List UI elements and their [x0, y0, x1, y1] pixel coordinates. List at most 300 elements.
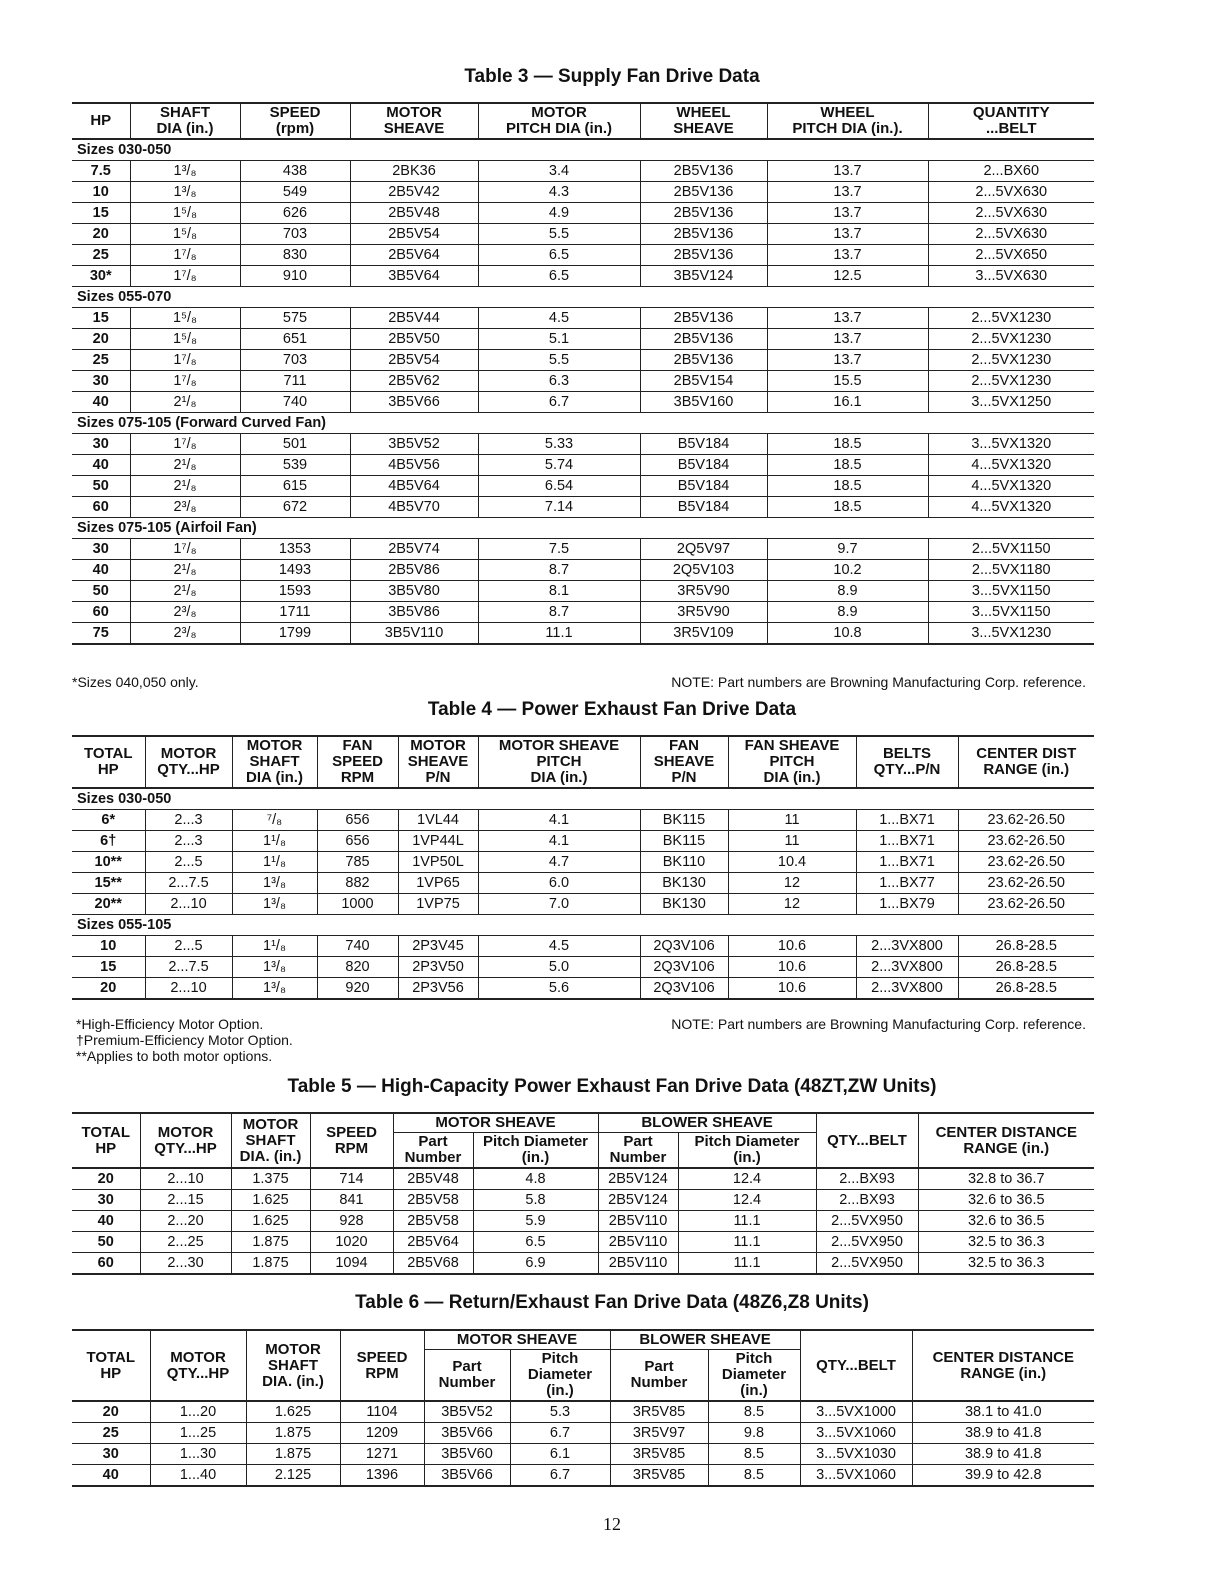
- table-cell: 5.5: [478, 224, 640, 245]
- table-row: [72, 623, 1094, 645]
- table-cell: 26.8-28.5: [958, 936, 1094, 957]
- table-cell: 3R5V90: [640, 581, 767, 602]
- table-cell: 6.5: [478, 266, 640, 287]
- table-cell: 25: [72, 245, 130, 266]
- power-exhaust-fan-drive-table: [72, 735, 1094, 1000]
- table-cell: 4.1: [478, 810, 640, 831]
- table-row: [72, 329, 1094, 350]
- table-cell: 2...BX93: [816, 1168, 918, 1190]
- table-cell: 2...3: [145, 810, 232, 831]
- column-header: MOTOR SHEAVE P/N: [398, 736, 478, 788]
- table-cell: 2B5V58: [393, 1190, 473, 1211]
- table-cell: 13.7: [767, 350, 928, 371]
- table-cell: 714: [310, 1168, 393, 1190]
- table-cell: 12.4: [678, 1190, 816, 1211]
- table-cell: 549: [240, 182, 350, 203]
- table-cell: 1VP65: [398, 873, 478, 894]
- table-cell: 6.1: [510, 1444, 610, 1465]
- table-cell: 2B5V154: [640, 371, 767, 392]
- column-header: QTY...BELT: [816, 1113, 918, 1168]
- table-cell: 1...20: [150, 1401, 246, 1423]
- column-group-header: MOTOR SHEAVE: [424, 1330, 610, 1350]
- table-cell: 626: [240, 203, 350, 224]
- table-cell: 16.1: [767, 392, 928, 413]
- table-cell: 75: [72, 623, 130, 645]
- column-header: Part Number: [424, 1350, 510, 1402]
- table-cell: 703: [240, 350, 350, 371]
- table-cell: 1...25: [150, 1423, 246, 1444]
- column-header: MOTOR QTY...HP: [145, 736, 232, 788]
- column-header: CENTER DISTANCE RANGE (in.): [918, 1113, 1094, 1168]
- table-cell: 7.5: [478, 539, 640, 560]
- table-cell: 3B5V66: [424, 1465, 510, 1487]
- table-cell: 3B5V52: [350, 434, 478, 455]
- table-cell: 3B5V52: [424, 1401, 510, 1423]
- table-cell: 2¹/₈: [130, 560, 240, 581]
- table-cell: 2B5V58: [393, 1211, 473, 1232]
- table-cell: 40: [72, 560, 130, 581]
- table-cell: 40: [72, 1465, 150, 1487]
- table-cell: 8.7: [478, 560, 640, 581]
- table-cell: 8.7: [478, 602, 640, 623]
- table-cell: 30: [72, 1190, 140, 1211]
- table-cell: 20: [72, 1401, 150, 1423]
- table-cell: 3R5V85: [610, 1465, 708, 1487]
- table-cell: 26.8-28.5: [958, 978, 1094, 1000]
- table-row: [72, 1253, 1094, 1275]
- section-label: Sizes 030-050: [72, 139, 1094, 161]
- table-cell: 1.375: [231, 1168, 310, 1190]
- table-cell: 9.8: [708, 1423, 800, 1444]
- table-cell: 1¹/₈: [232, 852, 317, 873]
- table-cell: 32.8 to 36.7: [918, 1168, 1094, 1190]
- column-header: Pitch Diameter (in.): [708, 1350, 800, 1402]
- table-cell: 5.3: [510, 1401, 610, 1423]
- table-cell: 7.14: [478, 497, 640, 518]
- table-cell: 50: [72, 1232, 140, 1253]
- table-cell: 11.1: [678, 1232, 816, 1253]
- column-header: CENTER DISTANCE RANGE (in.): [912, 1330, 1094, 1401]
- table-cell: 1...BX71: [856, 831, 958, 852]
- section-label: Sizes 030-050: [72, 788, 1094, 810]
- table-cell: 1396: [340, 1465, 424, 1487]
- table-row: [72, 1444, 1094, 1465]
- table-row: [72, 894, 1094, 915]
- table-cell: 2B5V136: [640, 245, 767, 266]
- table-cell: 26.8-28.5: [958, 957, 1094, 978]
- table-cell: 2Q3V106: [640, 957, 728, 978]
- table-row: [72, 161, 1094, 182]
- table-cell: 4B5V64: [350, 476, 478, 497]
- section-label: Sizes 075-105 (Forward Curved Fan): [72, 413, 1094, 434]
- table-cell: 2.125: [246, 1465, 340, 1487]
- column-header: TOTAL HP: [72, 1113, 140, 1168]
- table-cell: 15: [72, 203, 130, 224]
- table-cell: 2...5VX650: [928, 245, 1094, 266]
- column-header: TOTAL HP: [72, 1330, 150, 1401]
- table-cell: 3...5VX1150: [928, 602, 1094, 623]
- column-header: Part Number: [393, 1133, 473, 1169]
- column-header: HP: [72, 103, 130, 139]
- table-row: [72, 308, 1094, 329]
- table-cell: 1094: [310, 1253, 393, 1275]
- table-cell: 2...7.5: [145, 873, 232, 894]
- table-cell: 2...10: [145, 978, 232, 1000]
- table-cell: 2¹/₈: [130, 581, 240, 602]
- table-cell: 651: [240, 329, 350, 350]
- table-cell: 25: [72, 350, 130, 371]
- column-header: FAN SHEAVE P/N: [640, 736, 728, 788]
- column-group-header: BLOWER SHEAVE: [610, 1330, 800, 1350]
- table-cell: 60: [72, 602, 130, 623]
- table-cell: 50: [72, 476, 130, 497]
- table-cell: 13.7: [767, 329, 928, 350]
- table-cell: 1VP44L: [398, 831, 478, 852]
- column-header: SHAFT DIA (in.): [130, 103, 240, 139]
- table-cell: 13.7: [767, 203, 928, 224]
- table-cell: 12: [728, 873, 856, 894]
- table-cell: 1.625: [231, 1190, 310, 1211]
- table-row: [72, 203, 1094, 224]
- table-cell: 5.1: [478, 329, 640, 350]
- table-cell: 1271: [340, 1444, 424, 1465]
- table-cell: 1...BX77: [856, 873, 958, 894]
- table-row: [72, 476, 1094, 497]
- table-row: [72, 182, 1094, 203]
- table-cell: 1.875: [231, 1253, 310, 1275]
- table-cell: 11.1: [678, 1211, 816, 1232]
- table-cell: 18.5: [767, 476, 928, 497]
- table-row: [72, 831, 1094, 852]
- table-cell: 2...5VX1230: [928, 308, 1094, 329]
- table-cell: 25: [72, 1423, 150, 1444]
- table-cell: 2...3VX800: [856, 936, 958, 957]
- table-row: [72, 434, 1094, 455]
- table-cell: 8.5: [708, 1465, 800, 1487]
- table-cell: 1353: [240, 539, 350, 560]
- table-cell: 882: [317, 873, 398, 894]
- table-cell: ⁷/₈: [232, 810, 317, 831]
- table-row: [72, 852, 1094, 873]
- table-cell: 3B5V66: [424, 1423, 510, 1444]
- table-cell: 2B5V136: [640, 329, 767, 350]
- table-cell: 23.62-26.50: [958, 873, 1094, 894]
- table-cell: 8.5: [708, 1401, 800, 1423]
- table-row: [72, 1232, 1094, 1253]
- column-header: MOTOR SHAFT DIA. (in.): [231, 1113, 310, 1168]
- table-row: [72, 224, 1094, 245]
- table-cell: 501: [240, 434, 350, 455]
- table-cell: 2B5V136: [640, 182, 767, 203]
- column-group-header: BLOWER SHEAVE: [598, 1113, 816, 1133]
- table-cell: 910: [240, 266, 350, 287]
- table-cell: 60: [72, 1253, 140, 1275]
- table-4-note: NOTE: Part numbers are Browning Manufacturing Corp. reference.: [671, 1016, 1086, 1032]
- table-cell: 575: [240, 308, 350, 329]
- table-cell: 5.0: [478, 957, 640, 978]
- table-row: [72, 350, 1094, 371]
- table-row: [72, 497, 1094, 518]
- table-cell: 2...5VX950: [816, 1232, 918, 1253]
- table-cell: 30: [72, 539, 130, 560]
- section-row: [72, 287, 1094, 308]
- table-cell: 2B5V48: [350, 203, 478, 224]
- table-cell: 3B5V124: [640, 266, 767, 287]
- table-cell: 2B5V64: [350, 245, 478, 266]
- column-header: MOTOR PITCH DIA (in.): [478, 103, 640, 139]
- table-cell: 2B5V74: [350, 539, 478, 560]
- column-header: WHEEL SHEAVE: [640, 103, 767, 139]
- table-cell: 2...BX60: [928, 161, 1094, 182]
- table-cell: 15**: [72, 873, 145, 894]
- table-cell: 3B5V160: [640, 392, 767, 413]
- table-cell: 12.5: [767, 266, 928, 287]
- table-cell: 20: [72, 224, 130, 245]
- table-row: [72, 1423, 1094, 1444]
- page-number: 12: [603, 1514, 621, 1534]
- table-cell: 4...5VX1320: [928, 476, 1094, 497]
- table-cell: 1⁵/₈: [130, 224, 240, 245]
- table-cell: 1799: [240, 623, 350, 645]
- table-cell: 820: [317, 957, 398, 978]
- table-cell: 1³/₈: [130, 161, 240, 182]
- table-cell: 30*: [72, 266, 130, 287]
- table-cell: 1⁷/₈: [130, 350, 240, 371]
- table-row: [72, 810, 1094, 831]
- table-cell: 3...5VX1250: [928, 392, 1094, 413]
- table-cell: 3B5V80: [350, 581, 478, 602]
- table-cell: 3...5VX1230: [928, 623, 1094, 645]
- table-row: [72, 581, 1094, 602]
- table-cell: 60: [72, 497, 130, 518]
- column-header: MOTOR SHAFT DIA (in.): [232, 736, 317, 788]
- table-cell: 30: [72, 371, 130, 392]
- table-cell: 1⁵/₈: [130, 203, 240, 224]
- table-row: [72, 1211, 1094, 1232]
- table-cell: 920: [317, 978, 398, 1000]
- table-cell: 10.6: [728, 936, 856, 957]
- table-cell: 6.54: [478, 476, 640, 497]
- table-cell: 4.5: [478, 308, 640, 329]
- table-cell: 2³/₈: [130, 623, 240, 645]
- table-cell: 841: [310, 1190, 393, 1211]
- column-header: SPEED (rpm): [240, 103, 350, 139]
- table-cell: 1...BX71: [856, 810, 958, 831]
- table-cell: 2...10: [145, 894, 232, 915]
- table-cell: 3...5VX1030: [800, 1444, 912, 1465]
- table-cell: 3R5V109: [640, 623, 767, 645]
- table-cell: 1.875: [246, 1444, 340, 1465]
- table-cell: 8.5: [708, 1444, 800, 1465]
- table-cell: 23.62-26.50: [958, 894, 1094, 915]
- table-cell: 1¹/₈: [232, 936, 317, 957]
- table-cell: 4.5: [478, 936, 640, 957]
- table-cell: 3...5VX1150: [928, 581, 1094, 602]
- table-cell: 4.8: [473, 1168, 598, 1190]
- table-cell: 2B5V48: [393, 1168, 473, 1190]
- section-row: [72, 139, 1094, 161]
- table-cell: 1¹/₈: [232, 831, 317, 852]
- table-cell: 11.1: [678, 1253, 816, 1275]
- table-3-note: NOTE: Part numbers are Browning Manufacturing Corp. reference.: [671, 674, 1086, 690]
- section-row: [72, 788, 1094, 810]
- table-cell: 6.0: [478, 873, 640, 894]
- table-cell: B5V184: [640, 497, 767, 518]
- table-row: [72, 1190, 1094, 1211]
- column-header: CENTER DIST RANGE (in.): [958, 736, 1094, 788]
- section-row: [72, 915, 1094, 936]
- table-cell: 2...5VX950: [816, 1253, 918, 1275]
- table-cell: 4.9: [478, 203, 640, 224]
- table-cell: 2...5VX1230: [928, 371, 1094, 392]
- table-cell: 2...5: [145, 852, 232, 873]
- high-capacity-exhaust-fan-drive-table: [72, 1112, 1094, 1275]
- table-cell: 15: [72, 308, 130, 329]
- table-cell: 740: [240, 392, 350, 413]
- table-cell: B5V184: [640, 434, 767, 455]
- table-cell: 2¹/₈: [130, 392, 240, 413]
- table-cell: 3...5VX1060: [800, 1423, 912, 1444]
- table-cell: 1493: [240, 560, 350, 581]
- table-cell: 1⁵/₈: [130, 308, 240, 329]
- column-header: WHEEL PITCH DIA (in.).: [767, 103, 928, 139]
- table-cell: B5V184: [640, 476, 767, 497]
- table-cell: 3R5V85: [610, 1401, 708, 1423]
- table-cell: 6.9: [473, 1253, 598, 1275]
- table-cell: 1.875: [246, 1423, 340, 1444]
- table-cell: 40: [72, 1211, 140, 1232]
- table-cell: 2B5V62: [350, 371, 478, 392]
- table-cell: 10**: [72, 852, 145, 873]
- column-header: SPEED RPM: [310, 1113, 393, 1168]
- table-cell: 2³/₈: [130, 602, 240, 623]
- table-cell: 1⁷/₈: [130, 539, 240, 560]
- table-cell: 2B5V44: [350, 308, 478, 329]
- table-cell: 15: [72, 957, 145, 978]
- table-cell: BK115: [640, 810, 728, 831]
- table-cell: 2B5V64: [393, 1232, 473, 1253]
- table-cell: 2...5VX1150: [928, 539, 1094, 560]
- footnote-both-options: **Applies to both motor options.: [76, 1048, 273, 1064]
- table-cell: 830: [240, 245, 350, 266]
- table-cell: 2...10: [140, 1168, 231, 1190]
- table-cell: 2B5V124: [598, 1168, 678, 1190]
- table-cell: 18.5: [767, 497, 928, 518]
- table-row: [72, 602, 1094, 623]
- table-cell: 1.625: [231, 1211, 310, 1232]
- table-cell: 2P3V50: [398, 957, 478, 978]
- column-header: Pitch Diameter (in.): [473, 1133, 598, 1169]
- table-3-title: Table 3 — Supply Fan Drive Data: [464, 66, 760, 87]
- table-cell: 3...5VX1060: [800, 1465, 912, 1487]
- table-cell: 1VP50L: [398, 852, 478, 873]
- table-row: [72, 560, 1094, 581]
- table-cell: 539: [240, 455, 350, 476]
- table-cell: 2Q3V106: [640, 978, 728, 1000]
- table-cell: 3R5V90: [640, 602, 767, 623]
- table-cell: 2B5V136: [640, 161, 767, 182]
- table-cell: 3B5V110: [350, 623, 478, 645]
- table-cell: 18.5: [767, 434, 928, 455]
- table-cell: 2Q5V103: [640, 560, 767, 581]
- table-cell: BK115: [640, 831, 728, 852]
- table-cell: 13.7: [767, 182, 928, 203]
- table-cell: 4.3: [478, 182, 640, 203]
- table-row: [72, 957, 1094, 978]
- table-cell: 2P3V56: [398, 978, 478, 1000]
- table-cell: 3B5V86: [350, 602, 478, 623]
- table-cell: 2...5VX630: [928, 224, 1094, 245]
- column-header: MOTOR SHEAVE PITCH DIA (in.): [478, 736, 640, 788]
- table-cell: 20: [72, 1168, 140, 1190]
- table-row: [72, 539, 1094, 560]
- table-cell: 6.5: [478, 245, 640, 266]
- section-label: Sizes 055-070: [72, 287, 1094, 308]
- table-cell: 2BK36: [350, 161, 478, 182]
- table-cell: 615: [240, 476, 350, 497]
- table-cell: 8.1: [478, 581, 640, 602]
- table-cell: 2B5V110: [598, 1253, 678, 1275]
- table-cell: 2...3VX800: [856, 978, 958, 1000]
- table-cell: 3R5V97: [610, 1423, 708, 1444]
- table-cell: 23.62-26.50: [958, 810, 1094, 831]
- table-cell: 1209: [340, 1423, 424, 1444]
- table-cell: 6*: [72, 810, 145, 831]
- table-cell: 13.7: [767, 245, 928, 266]
- table-row: [72, 978, 1094, 1000]
- table-cell: 1³/₈: [232, 873, 317, 894]
- table-cell: 10.6: [728, 957, 856, 978]
- return-exhaust-fan-drive-table: [72, 1329, 1094, 1487]
- table-cell: 1.625: [246, 1401, 340, 1423]
- table-cell: 39.9 to 42.8: [912, 1465, 1094, 1487]
- table-cell: 2Q5V97: [640, 539, 767, 560]
- table-cell: 711: [240, 371, 350, 392]
- table-cell: 6.7: [478, 392, 640, 413]
- table-cell: 6.5: [473, 1232, 598, 1253]
- table-cell: 32.5 to 36.3: [918, 1253, 1094, 1275]
- table-cell: 32.6 to 36.5: [918, 1211, 1094, 1232]
- table-cell: 12: [728, 894, 856, 915]
- column-header: MOTOR SHAFT DIA. (in.): [246, 1330, 340, 1401]
- table-cell: 38.9 to 41.8: [912, 1444, 1094, 1465]
- table-cell: 4B5V70: [350, 497, 478, 518]
- table-5-title: Table 5 — High-Capacity Power Exhaust Fan Drive Data (48ZT,ZW Units): [287, 1076, 937, 1097]
- table-row: [72, 455, 1094, 476]
- table-cell: 2...5VX630: [928, 203, 1094, 224]
- table-cell: 40: [72, 392, 130, 413]
- table-cell: 2B5V110: [598, 1232, 678, 1253]
- column-header: FAN SHEAVE PITCH DIA (in.): [728, 736, 856, 788]
- column-group-header: MOTOR SHEAVE: [393, 1113, 598, 1133]
- table-cell: 15.5: [767, 371, 928, 392]
- table-cell: 1...30: [150, 1444, 246, 1465]
- table-cell: 13.7: [767, 224, 928, 245]
- table-cell: 30: [72, 1444, 150, 1465]
- table-cell: 928: [310, 1211, 393, 1232]
- table-cell: 2B5V110: [598, 1211, 678, 1232]
- column-header: MOTOR SHEAVE: [350, 103, 478, 139]
- table-cell: 1711: [240, 602, 350, 623]
- table-cell: 2B5V54: [350, 224, 478, 245]
- table-cell: 1⁷/₈: [130, 266, 240, 287]
- table-cell: 32.6 to 36.5: [918, 1190, 1094, 1211]
- table-cell: 23.62-26.50: [958, 831, 1094, 852]
- table-row: [72, 936, 1094, 957]
- table-row: [72, 873, 1094, 894]
- table-cell: 2B5V124: [598, 1190, 678, 1211]
- table-cell: 2...5VX1230: [928, 329, 1094, 350]
